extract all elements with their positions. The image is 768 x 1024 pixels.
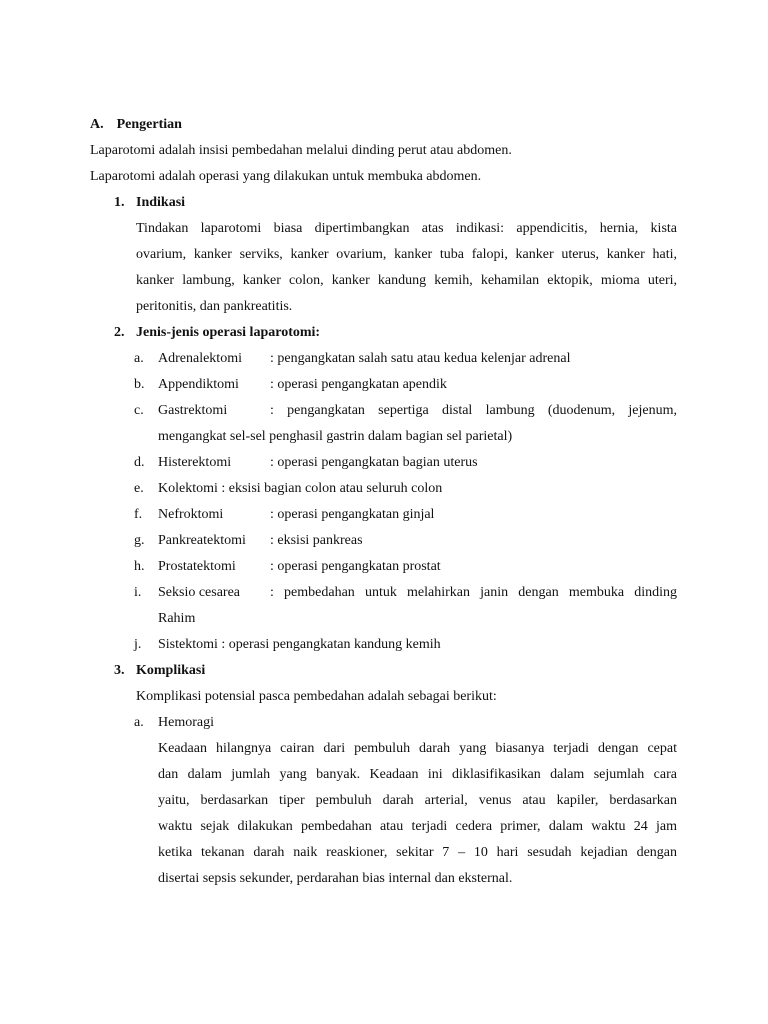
list-term: Appendiktomi [158, 377, 239, 392]
list-desc: : operasi pengangkatan bagian uterus [270, 455, 478, 470]
list-desc: : operasi pengangkatan ginjal [270, 507, 435, 522]
list-text: Sistektomi : operasi pengangkatan kandung kemih [158, 637, 441, 652]
list-item [134, 454, 677, 472]
jenis-number: 2. [114, 325, 125, 340]
list-text: Kolektomi : eksisi bagian colon atau seluruh colon [158, 481, 443, 496]
list-item [134, 558, 677, 576]
list-letter: b. [134, 377, 145, 392]
indikasi-text-line: peritonitis, dan pankreatitis. [136, 299, 293, 314]
komplikasi-text-line: disertai sepsis sekunder, perdarahan bias internal dan eksternal. [158, 871, 513, 886]
list-item [134, 506, 677, 524]
list-letter: i. [134, 585, 142, 600]
list-letter: a. [134, 351, 144, 366]
section-title: Pengertian [116, 117, 182, 132]
subitem-title: Hemoragi [158, 715, 214, 730]
indikasi-heading: Indikasi [136, 195, 186, 210]
list-item [134, 402, 677, 420]
list-term: Prostatektomi [158, 559, 236, 574]
list-term: Pankreatektomi [158, 533, 246, 548]
list-item [134, 480, 677, 498]
list-item [134, 350, 677, 368]
list-letter: g. [134, 533, 145, 548]
komplikasi-text-line: waktu sejak dilakukan pembedahan atau terjadi cedera primer, dalam waktu 24 jam [158, 819, 677, 834]
komplikasi-subitem [134, 714, 677, 732]
list-term: Gastrektomi [158, 403, 228, 418]
list-desc: : pengangkatan salah satu atau kedua kelenjar adrenal [270, 351, 571, 366]
list-term: Nefroktomi [158, 507, 224, 522]
list-item [134, 636, 677, 654]
indikasi-text-line: kanker lambung, kanker colon, kanker kandung kemih, kehamilan ektopik, mioma uteri, [136, 273, 677, 288]
komplikasi-text-line: ketika tekanan darah naik reaskioner, sekitar 7 – 10 hari sesudah kejadian dengan [158, 845, 677, 860]
komplikasi-intro: Komplikasi potensial pasca pembedahan adalah sebagai berikut: [136, 689, 497, 704]
indikasi-number: 1. [114, 195, 125, 210]
list-letter: d. [134, 455, 145, 470]
jenis-heading: Jenis-jenis operasi laparotomi: [136, 325, 321, 340]
komplikasi-text-line: dan dalam jumlah yang banyak. Keadaan ini diklasifikasikan dalam sejumlah cara [158, 767, 677, 782]
section-marker: A. [90, 117, 104, 132]
komplikasi-heading: Komplikasi [136, 663, 206, 678]
list-term: Seksio cesarea [158, 585, 241, 600]
list-desc-continuation: mengangkat sel-sel penghasil gastrin dalam bagian sel parietal) [158, 429, 513, 444]
komplikasi-text-line: yaitu, berdasarkan tiper pembuluh darah arterial, venus atau kapiler, berdasarkan [158, 793, 677, 808]
list-item [134, 532, 677, 550]
list-item [134, 376, 677, 394]
indikasi-text-line: ovarium, kanker serviks, kanker ovarium, kanker tuba falopi, kanker uterus, kanker hati, [136, 247, 677, 262]
list-desc: : pengangkatan sepertiga distal lambung (duodenum, jejenum, [270, 403, 677, 418]
list-desc: : eksisi pankreas [270, 533, 363, 548]
list-desc-continuation: Rahim [158, 611, 196, 626]
indikasi-text-line: Tindakan laparotomi biasa dipertimbangkan atas indikasi: appendicitis, hernia, kista [136, 221, 677, 236]
intro-line: Laparotomi adalah operasi yang dilakukan untuk membuka abdomen. [90, 169, 482, 184]
list-letter: f. [134, 507, 143, 522]
komplikasi-text-line: Keadaan hilangnya cairan dari pembuluh darah yang biasanya terjadi dengan cepat [158, 741, 677, 756]
section-heading [90, 116, 182, 134]
list-desc: : operasi pengangkatan apendik [270, 377, 447, 392]
list-term: Histerektomi [158, 455, 232, 470]
list-letter: e. [134, 481, 144, 496]
list-item [134, 584, 677, 602]
list-term: Adrenalektomi [158, 351, 242, 366]
list-desc: : pembedahan untuk melahirkan janin dengan membuka dinding [270, 585, 677, 600]
komplikasi-number: 3. [114, 663, 125, 678]
list-letter: a. [134, 715, 144, 730]
intro-line: Laparotomi adalah insisi pembedahan melalui dinding perut atau abdomen. [90, 143, 512, 158]
list-letter: c. [134, 403, 144, 418]
list-letter: j. [134, 637, 142, 652]
list-letter: h. [134, 559, 145, 574]
list-desc: : operasi pengangkatan prostat [270, 559, 441, 574]
